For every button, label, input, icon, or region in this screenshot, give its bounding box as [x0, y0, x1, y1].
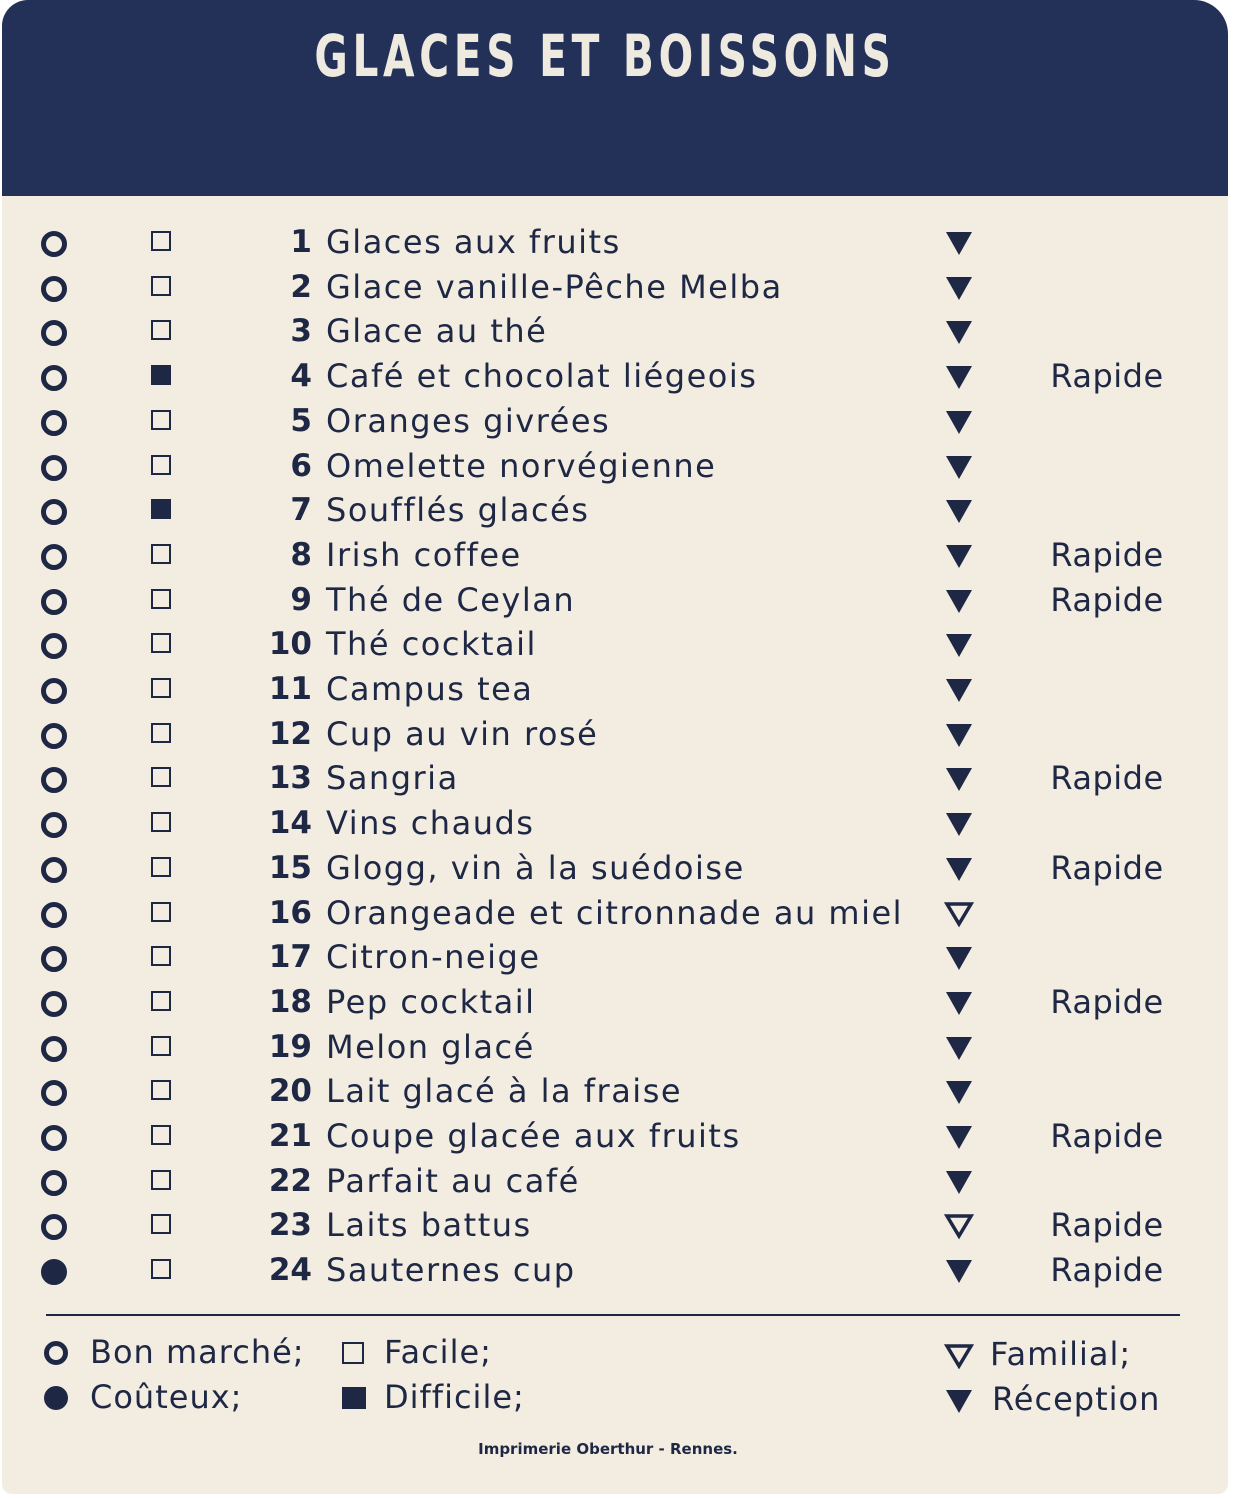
- open-square-icon: [338, 1332, 378, 1372]
- recipe-row: [2, 803, 1228, 843]
- recipe-name: Café et chocolat liégeois: [326, 357, 758, 395]
- open-circle-icon: [38, 1071, 68, 1111]
- recipe-row: [2, 758, 1228, 798]
- printer-credit: Imprimerie Oberthur - Rennes.: [478, 1440, 738, 1458]
- filled-square-icon: [338, 1377, 378, 1417]
- recipe-row: [2, 267, 1228, 307]
- filled-triangle-icon: [940, 1071, 980, 1111]
- open-square-icon: [148, 1116, 178, 1156]
- open-square-icon: [148, 1027, 178, 1067]
- speed-label: Rapide: [1050, 849, 1164, 887]
- open-circle-icon: [38, 222, 68, 262]
- recipe-name: Thé de Ceylan: [326, 581, 576, 619]
- recipe-name: Glace vanille-Pêche Melba: [326, 268, 783, 306]
- recipe-number: 6: [290, 448, 312, 484]
- recipe-number: 17: [268, 939, 312, 975]
- recipe-row: [2, 1027, 1228, 1067]
- recipe-number: 2: [290, 269, 312, 305]
- filled-triangle-icon: [940, 1379, 980, 1419]
- speed-label: Rapide: [1050, 759, 1164, 797]
- open-circle-icon: [38, 356, 68, 396]
- recipe-row: [2, 982, 1228, 1022]
- open-circle-icon: [38, 758, 68, 798]
- filled-triangle-icon: [940, 982, 980, 1022]
- open-square-icon: [148, 758, 178, 798]
- open-square-icon: [148, 222, 178, 262]
- recipe-name: Sauternes cup: [326, 1251, 576, 1289]
- open-square-icon: [148, 893, 178, 933]
- filled-triangle-icon: [940, 356, 980, 396]
- open-circle-icon: [38, 490, 68, 530]
- open-square-icon: [148, 267, 178, 307]
- open-square-icon: [148, 669, 178, 709]
- speed-label: Rapide: [1050, 983, 1164, 1021]
- recipe-name: Laits battus: [326, 1206, 532, 1244]
- open-circle-icon: [38, 1116, 68, 1156]
- legend-difficile-label: Difficile;: [384, 1378, 525, 1416]
- speed-label: Rapide: [1050, 1206, 1164, 1244]
- recipe-row: [2, 356, 1228, 396]
- open-square-icon: [148, 1161, 178, 1201]
- recipe-row: [2, 1071, 1228, 1111]
- legend-bon-marche-label: Bon marché;: [90, 1333, 305, 1371]
- filled-triangle-icon: [940, 401, 980, 441]
- recipe-number: 8: [290, 537, 312, 573]
- open-square-icon: [148, 624, 178, 664]
- open-circle-icon: [38, 580, 68, 620]
- recipe-name: Omelette norvégienne: [326, 447, 717, 485]
- open-circle-icon: [38, 401, 68, 441]
- filled-triangle-icon: [940, 490, 980, 530]
- recipe-name: Thé cocktail: [326, 625, 537, 663]
- recipe-row: [2, 624, 1228, 664]
- page-title: GLACES ET BOISSONS: [314, 22, 896, 90]
- recipe-number: 23: [268, 1207, 312, 1243]
- filled-triangle-icon: [940, 803, 980, 843]
- recipe-number: 5: [290, 403, 312, 439]
- recipe-number: 3: [290, 313, 312, 349]
- recipe-name: Soufflés glacés: [326, 491, 590, 529]
- recipe-row: [2, 580, 1228, 620]
- recipe-name: Parfait au café: [326, 1162, 580, 1200]
- open-square-icon: [148, 401, 178, 441]
- recipe-name: Campus tea: [326, 670, 534, 708]
- recipe-number: 22: [268, 1163, 312, 1199]
- open-circle-icon: [38, 714, 68, 754]
- open-square-icon: [148, 803, 178, 843]
- recipe-row: [2, 311, 1228, 351]
- legend-facile-label: Facile;: [384, 1333, 492, 1371]
- recipe-row: [2, 535, 1228, 575]
- legend-reception-label: Réception: [992, 1380, 1161, 1418]
- recipe-row: [2, 1250, 1228, 1290]
- recipe-name: Glace au thé: [326, 312, 548, 350]
- recipe-row: [2, 1116, 1228, 1156]
- open-circle-icon: [38, 624, 68, 664]
- open-circle-icon: [38, 1205, 68, 1245]
- legend-couteux-label: Coûteux;: [90, 1378, 243, 1416]
- open-circle-icon: [38, 267, 68, 307]
- speed-label: Rapide: [1050, 1117, 1164, 1155]
- open-circle-icon: [38, 1161, 68, 1201]
- open-circle-icon: [38, 1332, 78, 1372]
- divider: [46, 1314, 1180, 1316]
- recipe-row: [2, 1205, 1228, 1245]
- open-circle-icon: [38, 937, 68, 977]
- speed-label: Rapide: [1050, 536, 1164, 574]
- recipe-name: Glaces aux fruits: [326, 223, 621, 261]
- recipe-row: [2, 446, 1228, 486]
- recipe-number: 9: [290, 582, 312, 618]
- filled-triangle-icon: [940, 624, 980, 664]
- filled-triangle-icon: [940, 714, 980, 754]
- recipe-name: Vins chauds: [326, 804, 535, 842]
- recipe-number: 18: [268, 984, 312, 1020]
- filled-triangle-icon: [940, 311, 980, 351]
- recipe-row: [2, 893, 1228, 933]
- recipe-row: [2, 490, 1228, 530]
- open-square-icon: [148, 714, 178, 754]
- filled-square-icon: [148, 490, 178, 530]
- recipe-number: 11: [268, 671, 312, 707]
- recipe-number: 16: [268, 895, 312, 931]
- recipe-row: [2, 669, 1228, 709]
- recipe-name: Orangeade et citronnade au miel: [326, 894, 904, 932]
- recipe-name: Coupe glacée aux fruits: [326, 1117, 741, 1155]
- recipe-number: 21: [268, 1118, 312, 1154]
- open-square-icon: [148, 848, 178, 888]
- filled-triangle-icon: [940, 1027, 980, 1067]
- open-square-icon: [148, 1071, 178, 1111]
- open-circle-icon: [38, 535, 68, 575]
- filled-triangle-icon: [940, 669, 980, 709]
- open-square-icon: [148, 311, 178, 351]
- recipe-row: [2, 848, 1228, 888]
- filled-triangle-icon: [940, 580, 980, 620]
- filled-triangle-icon: [940, 1250, 980, 1290]
- open-circle-icon: [38, 803, 68, 843]
- open-square-icon: [148, 982, 178, 1022]
- recipe-number: 4: [290, 358, 312, 394]
- recipe-number: 7: [290, 492, 312, 528]
- open-circle-icon: [38, 893, 68, 933]
- speed-label: Rapide: [1050, 581, 1164, 619]
- recipe-number: 14: [268, 805, 312, 841]
- recipe-number: 12: [268, 716, 312, 752]
- open-triangle-icon: [940, 1205, 980, 1245]
- open-square-icon: [148, 1205, 178, 1245]
- recipe-row: [2, 222, 1228, 262]
- open-circle-icon: [38, 446, 68, 486]
- filled-circle-icon: [38, 1250, 68, 1290]
- recipe-number: 20: [268, 1073, 312, 1109]
- filled-triangle-icon: [940, 758, 980, 798]
- recipe-name: Irish coffee: [326, 536, 522, 574]
- recipe-row: [2, 401, 1228, 441]
- recipe-row: [2, 714, 1228, 754]
- filled-triangle-icon: [940, 848, 980, 888]
- open-square-icon: [148, 580, 178, 620]
- header-band: [2, 0, 1228, 196]
- filled-triangle-icon: [940, 1161, 980, 1201]
- filled-square-icon: [148, 356, 178, 396]
- recipe-number: 13: [268, 760, 312, 796]
- speed-label: Rapide: [1050, 357, 1164, 395]
- recipe-name: Glogg, vin à la suédoise: [326, 849, 745, 887]
- recipe-card: [2, 0, 1228, 1494]
- filled-triangle-icon: [940, 535, 980, 575]
- recipe-number: 19: [268, 1029, 312, 1065]
- recipe-number: 10: [268, 626, 312, 662]
- recipe-number: 1: [290, 224, 312, 260]
- filled-triangle-icon: [940, 267, 980, 307]
- open-circle-icon: [38, 669, 68, 709]
- open-triangle-icon: [940, 893, 980, 933]
- open-square-icon: [148, 446, 178, 486]
- speed-label: Rapide: [1050, 1251, 1164, 1289]
- open-triangle-icon: [940, 1334, 980, 1374]
- recipe-row: [2, 937, 1228, 977]
- recipe-name: Pep cocktail: [326, 983, 536, 1021]
- filled-circle-icon: [38, 1377, 78, 1417]
- open-square-icon: [148, 535, 178, 575]
- recipe-name: Oranges givrées: [326, 402, 611, 440]
- open-circle-icon: [38, 1027, 68, 1067]
- recipe-number: 24: [268, 1252, 312, 1288]
- open-circle-icon: [38, 982, 68, 1022]
- open-circle-icon: [38, 311, 68, 351]
- recipe-name: Sangria: [326, 759, 459, 797]
- open-square-icon: [148, 1250, 178, 1290]
- recipe-name: Citron-neige: [326, 938, 541, 976]
- recipe-name: Melon glacé: [326, 1028, 535, 1066]
- recipe-row: [2, 1161, 1228, 1201]
- filled-triangle-icon: [940, 937, 980, 977]
- filled-triangle-icon: [940, 1116, 980, 1156]
- recipe-number: 15: [268, 850, 312, 886]
- open-square-icon: [148, 937, 178, 977]
- recipe-name: Lait glacé à la fraise: [326, 1072, 683, 1110]
- legend-familial-label: Familial;: [990, 1335, 1132, 1373]
- filled-triangle-icon: [940, 446, 980, 486]
- open-circle-icon: [38, 848, 68, 888]
- filled-triangle-icon: [940, 222, 980, 262]
- recipe-name: Cup au vin rosé: [326, 715, 599, 753]
